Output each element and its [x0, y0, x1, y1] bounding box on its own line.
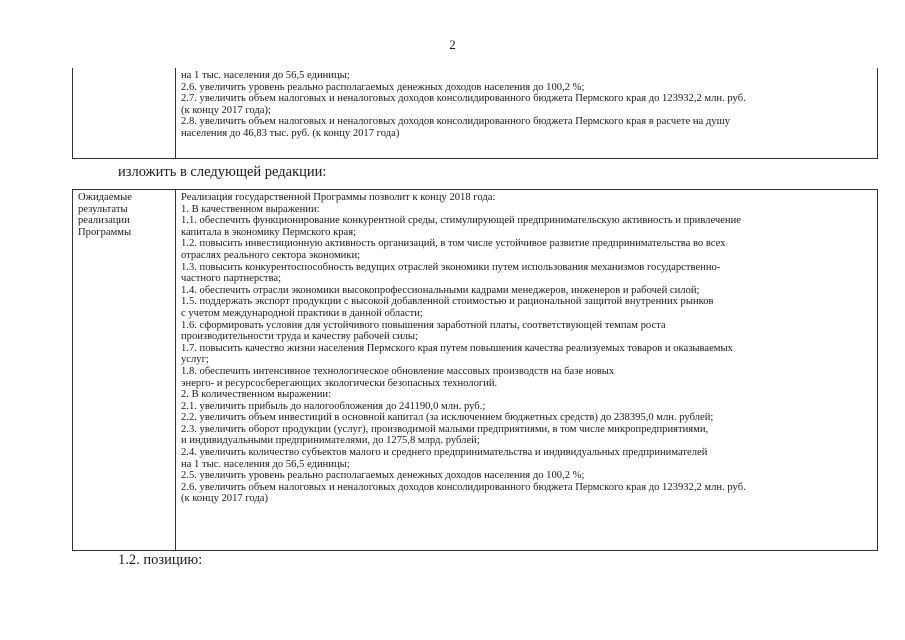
text-line: населения до 46,83 тыс. руб. (к концу 2017 года): [181, 127, 400, 139]
text-line: 1.6. сформировать условия для устойчивого повышения заработной платы, соответствующей темпам роста: [181, 319, 666, 331]
previous-text-table: [72, 68, 878, 159]
text-line: 1.5. поддержать экспорт продукции с высокой добавленной стоимостью и рациональной защитой внутренних рынков: [181, 296, 714, 308]
text-line: 2.6. увеличить уровень реально располагаемых денежных доходов населения до 100,2 %;: [181, 81, 585, 93]
text-line: 2.5. увеличить уровень реально располагаемых денежных доходов населения до 100,2 %;: [181, 470, 585, 482]
text-line: 1.1. обеспечить функционирование конкурентной среды, стимулирующей предпринимательскую активность и привлечение: [181, 215, 741, 227]
intro-text: изложить в следующей редакции:: [118, 164, 327, 180]
text-line: 2.8. увеличить объем налоговых и неналоговых доходов консолидированного бюджета Пермского края в расчете на душу: [181, 116, 731, 128]
row-label-line: реализации: [78, 215, 130, 227]
row-label-line: Программы: [78, 226, 132, 238]
expected-results-table: [72, 189, 878, 551]
text-line: и индивидуальными предпринимателями, до 1275,8 млрд. рублей;: [181, 435, 480, 447]
text-line: 1.8. обеспечить интенсивное технологическое обновление массовых производств на базе новых: [181, 365, 615, 377]
text-line: 2.1. увеличить прибыль до налогообложения до 241190,0 млн. руб.;: [181, 400, 486, 412]
text-line: 2.7. увеличить объем налоговых и неналоговых доходов консолидированного бюджета Пермского края до 123932,2 млн. руб.: [181, 93, 746, 105]
text-line: 2.2. увеличить объем инвестиций в основной капитал (за исключением бюджетных средств) до 238395,0 млн. рублей;: [181, 412, 714, 424]
text-line: на 1 тыс. населения до 56,5 единицы;: [181, 458, 350, 470]
text-line: 1.4. обеспечить отрасли экономики высокопрофессиональными кадрами менеджеров, инженеров и рабочей силой;: [181, 284, 700, 296]
row-label-cell: [73, 190, 176, 551]
text-line: 2.6. увеличить объем налоговых и неналоговых доходов консолидированного бюджета Пермского края до 123932,2 млн. руб.: [181, 481, 746, 493]
text-line: 1.2. повысить инвестиционную активность организаций, в том числе устойчивое развитие предпринимательства во всех: [181, 238, 726, 250]
table-row: [73, 190, 878, 551]
row-label-line: результаты: [78, 203, 128, 215]
text-line: 2. В количественном выражении:: [181, 389, 332, 401]
text-line: производительности труда и качеству рабочей силы;: [181, 331, 418, 343]
text-line: частного партнерства;: [181, 273, 282, 285]
text-line: (к концу 2017 года);: [181, 104, 271, 116]
text-line: 2.4. увеличить количество субъектов малого и среднего предпринимательства и индивидуальных предпринимателей: [181, 447, 708, 459]
text-line: 1. В качественном выражении:: [181, 203, 320, 215]
text-line: энерго- и ресурсосберегающих экологически безопасных технологий.: [181, 377, 498, 389]
text-line: Реализация государственной Программы позволит к концу 2018 года:: [181, 192, 496, 203]
text-line: капитала в экономику Пермского края;: [181, 226, 357, 238]
text-line: с учетом международной практики в данной области;: [181, 307, 423, 319]
empty-label-cell: [73, 68, 176, 159]
text-line: (к концу 2017 года): [181, 493, 269, 505]
text-line: 1.3. повысить конкурентоспособность ведущих отраслей экономики путем использования механизмов государственно-: [181, 261, 721, 273]
table-row: [73, 68, 878, 159]
text-line: услуг;: [181, 354, 209, 366]
page-number: 2: [449, 37, 456, 52]
text-line: отраслях реального сектора экономики;: [181, 249, 361, 261]
expected-results-cell: [176, 190, 878, 551]
row-label-line: Ожидаемые: [78, 192, 132, 203]
text-line: 2.3. увеличить оборот продукции (услуг), производимой малыми предприятиями, в том числе микропредприятиями,: [181, 423, 709, 435]
text-line: на 1 тыс. населения до 56,5 единицы;: [181, 70, 350, 81]
previous-text-cell: [176, 68, 878, 159]
text-line: 1.7. повысить качество жизни населения Пермского края путем повышения качества реализуемых товаров и оказываемых: [181, 342, 733, 354]
outro-text: 1.2. позицию:: [118, 552, 203, 568]
